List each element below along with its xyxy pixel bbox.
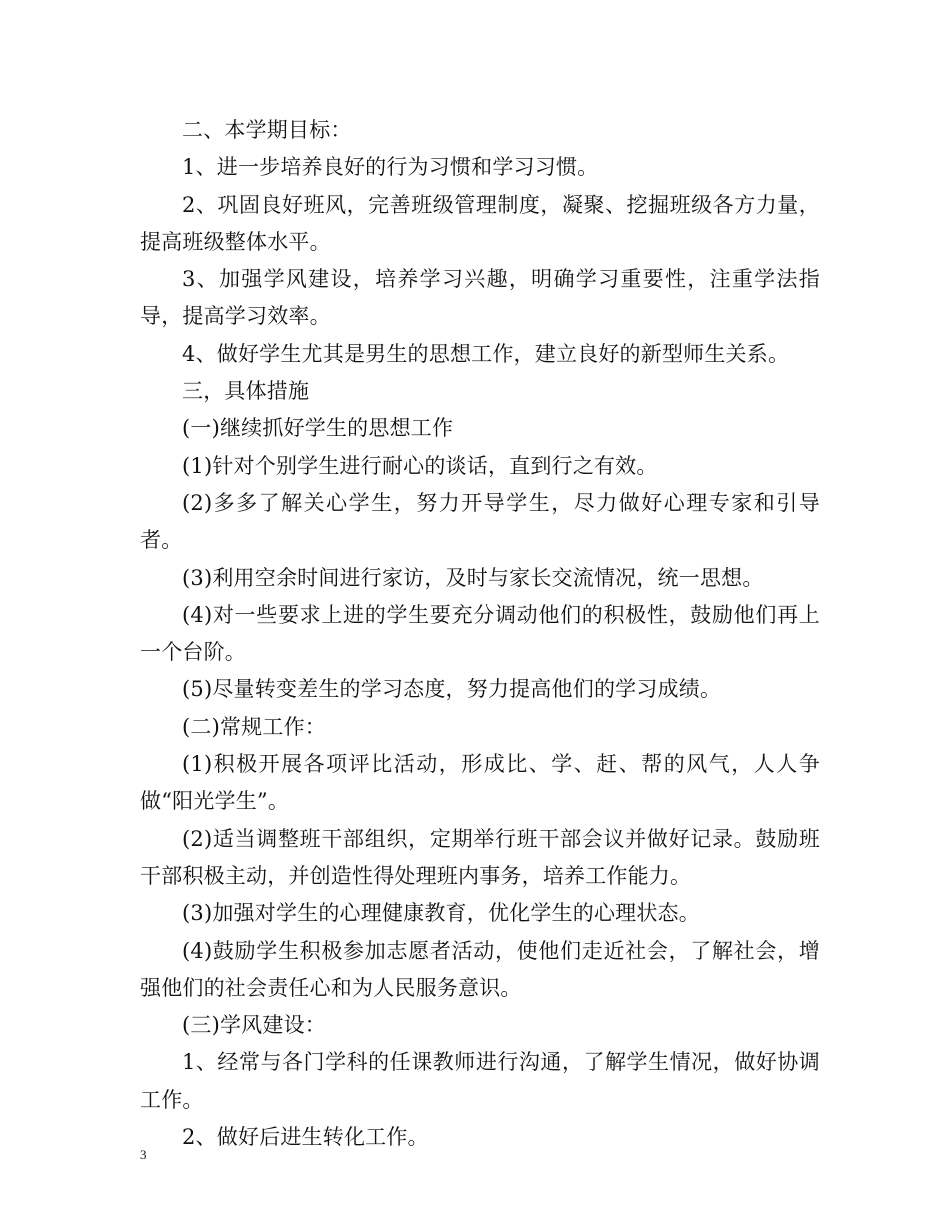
page-number: 3 <box>140 1147 147 1162</box>
ideology-item-4: (4)对一些要求上进的学生要充分调动他们的积极性，鼓励他们再上一个台阶。 <box>140 602 820 665</box>
routine-item-1: (1)积极开展各项评比活动，形成比、学、赶、帮的风气，人人争做“阳光学生”。 <box>140 752 820 814</box>
goal-item-3: 3、加强学风建设，培养学习兴趣，明确学习重要性，注重学法指导，提高学习效率。 <box>140 267 820 329</box>
routine-item-4: (4)鼓励学生积极参加志愿者活动，使他们走近社会，了解社会，增强他们的社会责任心和为人民服务意识。 <box>140 938 820 1000</box>
ideology-item-3: (3)利用空余时间进行家访，及时与家长交流情况，统一思想。 <box>182 565 764 590</box>
section-heading-measures: 三，具体措施 <box>182 379 310 404</box>
study-style-item-2: 2、做好后进生转化工作。 <box>182 1125 429 1150</box>
goal-item-4: 4、做好学生尤其是男生的思想工作，建立良好的新型师生关系。 <box>182 341 790 366</box>
ideology-item-1: (1)针对个别学生进行耐心的谈话，直到行之有效。 <box>182 453 658 478</box>
ideology-item-5: (5)尽量转变差生的学习态度，努力提高他们的学习成绩。 <box>182 677 722 702</box>
study-style-item-1: 1、经常与各门学科的任课教师进行沟通，了解学生情况，做好协调工作。 <box>140 1050 820 1112</box>
routine-item-3: (3)加强对学生的心理健康教育，优化学生的心理状态。 <box>182 901 700 926</box>
subsection-heading-ideology: (一)继续抓好学生的思想工作 <box>182 416 454 441</box>
goal-item-2: 2、巩固良好班风，完善班级管理制度，凝聚、挖掘班级各方力量，提高班级整体水平。 <box>140 192 820 254</box>
goal-item-1: 1、进一步培养良好的行为习惯和学习习惯。 <box>182 155 599 180</box>
document-body <box>140 112 820 1156</box>
section-heading-goals: 二、本学期目标： <box>182 118 352 142</box>
routine-item-2: (2)适当调整班干部组织，定期举行班干部会议并做好记录。鼓励班干部积极主动，并创造性得处理班内事务，培养工作能力。 <box>140 826 820 888</box>
subsection-heading-routine: (二)常规工作： <box>182 714 326 739</box>
subsection-heading-study-style: (三)学风建设： <box>182 1013 326 1038</box>
ideology-item-2: (2)多多了解关心学生，努力开导学生，尽力做好心理专家和引导者。 <box>140 490 820 553</box>
